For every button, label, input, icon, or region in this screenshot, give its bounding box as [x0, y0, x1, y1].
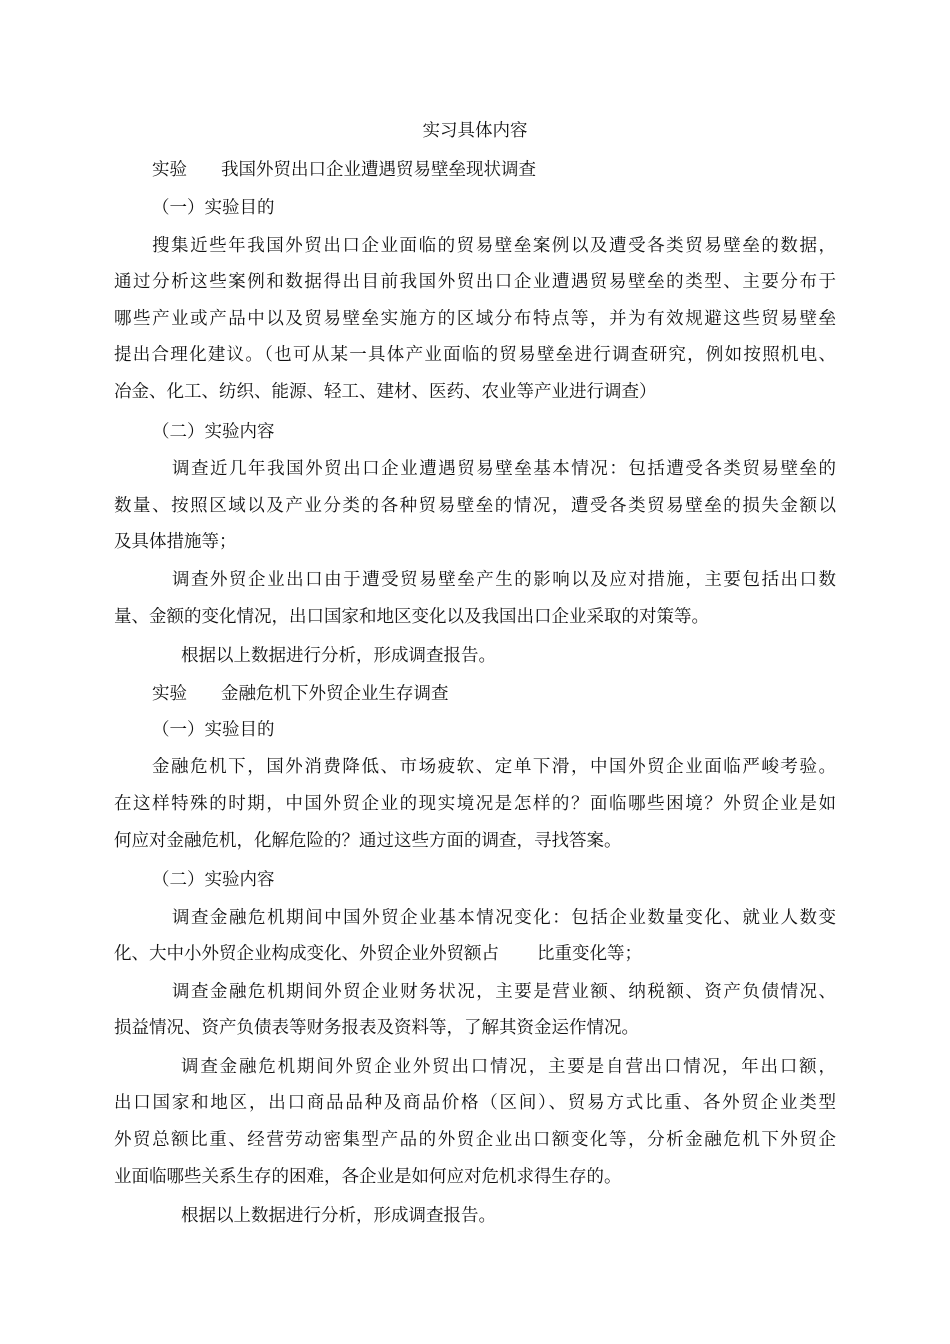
- experiment-1-heading: [152, 158, 536, 182]
- experiment-1-name: 我国外贸出口企业遭遇贸易壁垒现状调查: [221, 160, 536, 180]
- experiment-1-content-heading: （二）实验内容: [152, 422, 275, 442]
- experiment-2-label: 实验: [152, 684, 187, 704]
- experiment-1-conclusion: 根据以上数据进行分析，形成调查报告。: [181, 646, 496, 666]
- experiment-2-content-line: 外贸总额比重、经营劳动密集型产品的外贸企业出口额变化等，分析金融危机下外贸企: [114, 1130, 836, 1150]
- experiment-2-content-line: [114, 942, 642, 966]
- experiment-1-content-line: 调查外贸企业出口由于遭受贸易壁垒产生的影响以及应对措施，主要包括出口数: [172, 570, 836, 590]
- experiment-1-purpose-line: 哪些产业或产品中以及贸易壁垒实施方的区域分布特点等，并为有效规避这些贸易壁垒: [114, 309, 836, 329]
- experiment-1-purpose-line: 搜集近些年我国外贸出口企业面临的贸易壁垒案例以及遭受各类贸易壁垒的数据，: [152, 236, 836, 256]
- experiment-2-conclusion: 根据以上数据进行分析，形成调查报告。: [181, 1206, 496, 1226]
- experiment-1-content-line: 及具体措施等；: [114, 532, 237, 552]
- experiment-2-purpose-heading: （一）实验目的: [152, 720, 275, 740]
- experiment-1-purpose-line: 提出合理化建议。（也可从某一具体产业面临的贸易壁垒进行调查研究，例如按照机电、: [114, 345, 836, 365]
- experiment-2-content-line: 业面临哪些关系生存的困难，各企业是如何应对危机求得生存的。: [114, 1167, 622, 1187]
- page-title: 实习具体内容: [422, 121, 528, 141]
- experiment-1-content-line: 调查近几年我国外贸出口企业遭遇贸易壁垒基本情况：包括遭受各类贸易壁垒的: [172, 459, 836, 479]
- experiment-1-content-line: 量、金额的变化情况，出口国家和地区变化以及我国出口企业采取的对策等。: [114, 607, 709, 627]
- experiment-2-purpose-line: 在这样特殊的时期，中国外贸企业的现实境况是怎样的？面临哪些困境？外贸企业是如: [114, 794, 836, 814]
- experiment-2-content-fragment: 化、大中小外贸企业构成变化、外贸企业外贸额占: [114, 944, 499, 964]
- experiment-1-label: 实验: [152, 160, 187, 180]
- experiment-2-content-line: 调查金融危机期间外贸企业外贸出口情况，主要是自营出口情况，年出口额，: [181, 1057, 836, 1077]
- experiment-2-name: 金融危机下外贸企业生存调查: [221, 684, 449, 704]
- experiment-2-content-heading: （二）实验内容: [152, 870, 275, 890]
- experiment-2-purpose-line: 何应对金融危机，化解危险的？通过这些方面的调查，寻找答案。: [114, 831, 622, 851]
- experiment-2-purpose-line: 金融危机下，国外消费降低、市场疲软、定单下滑，中国外贸企业面临严峻考验。: [152, 757, 836, 777]
- experiment-2-content-line: 调查金融危机期间外贸企业财务状况，主要是营业额、纳税额、资产负债情况、: [172, 982, 836, 1002]
- experiment-2-content-fragment: 比重变化等；: [537, 944, 642, 964]
- experiment-2-content-line: 损益情况、资产负债表等财务报表及资料等，了解其资金运作情况。: [114, 1018, 639, 1038]
- experiment-1-purpose-line: 通过分析这些案例和数据得出目前我国外贸出口企业遭遇贸易壁垒的类型、主要分布于: [114, 272, 836, 292]
- experiment-1-purpose-line: 冶金、化工、纺织、能源、轻工、建材、医药、农业等产业进行调查）: [114, 382, 657, 402]
- experiment-2-content-line: 出口国家和地区，出口商品品种及商品价格（区间）、贸易方式比重、各外贸企业类型: [114, 1093, 836, 1113]
- experiment-1-purpose-heading: （一）实验目的: [152, 198, 275, 218]
- experiment-2-content-line: 调查金融危机期间中国外贸企业基本情况变化：包括企业数量变化、就业人数变: [172, 908, 836, 928]
- experiment-2-heading: [152, 682, 449, 706]
- experiment-1-content-line: 数量、按照区域以及产业分类的各种贸易壁垒的情况，遭受各类贸易壁垒的损失金额以: [114, 496, 836, 516]
